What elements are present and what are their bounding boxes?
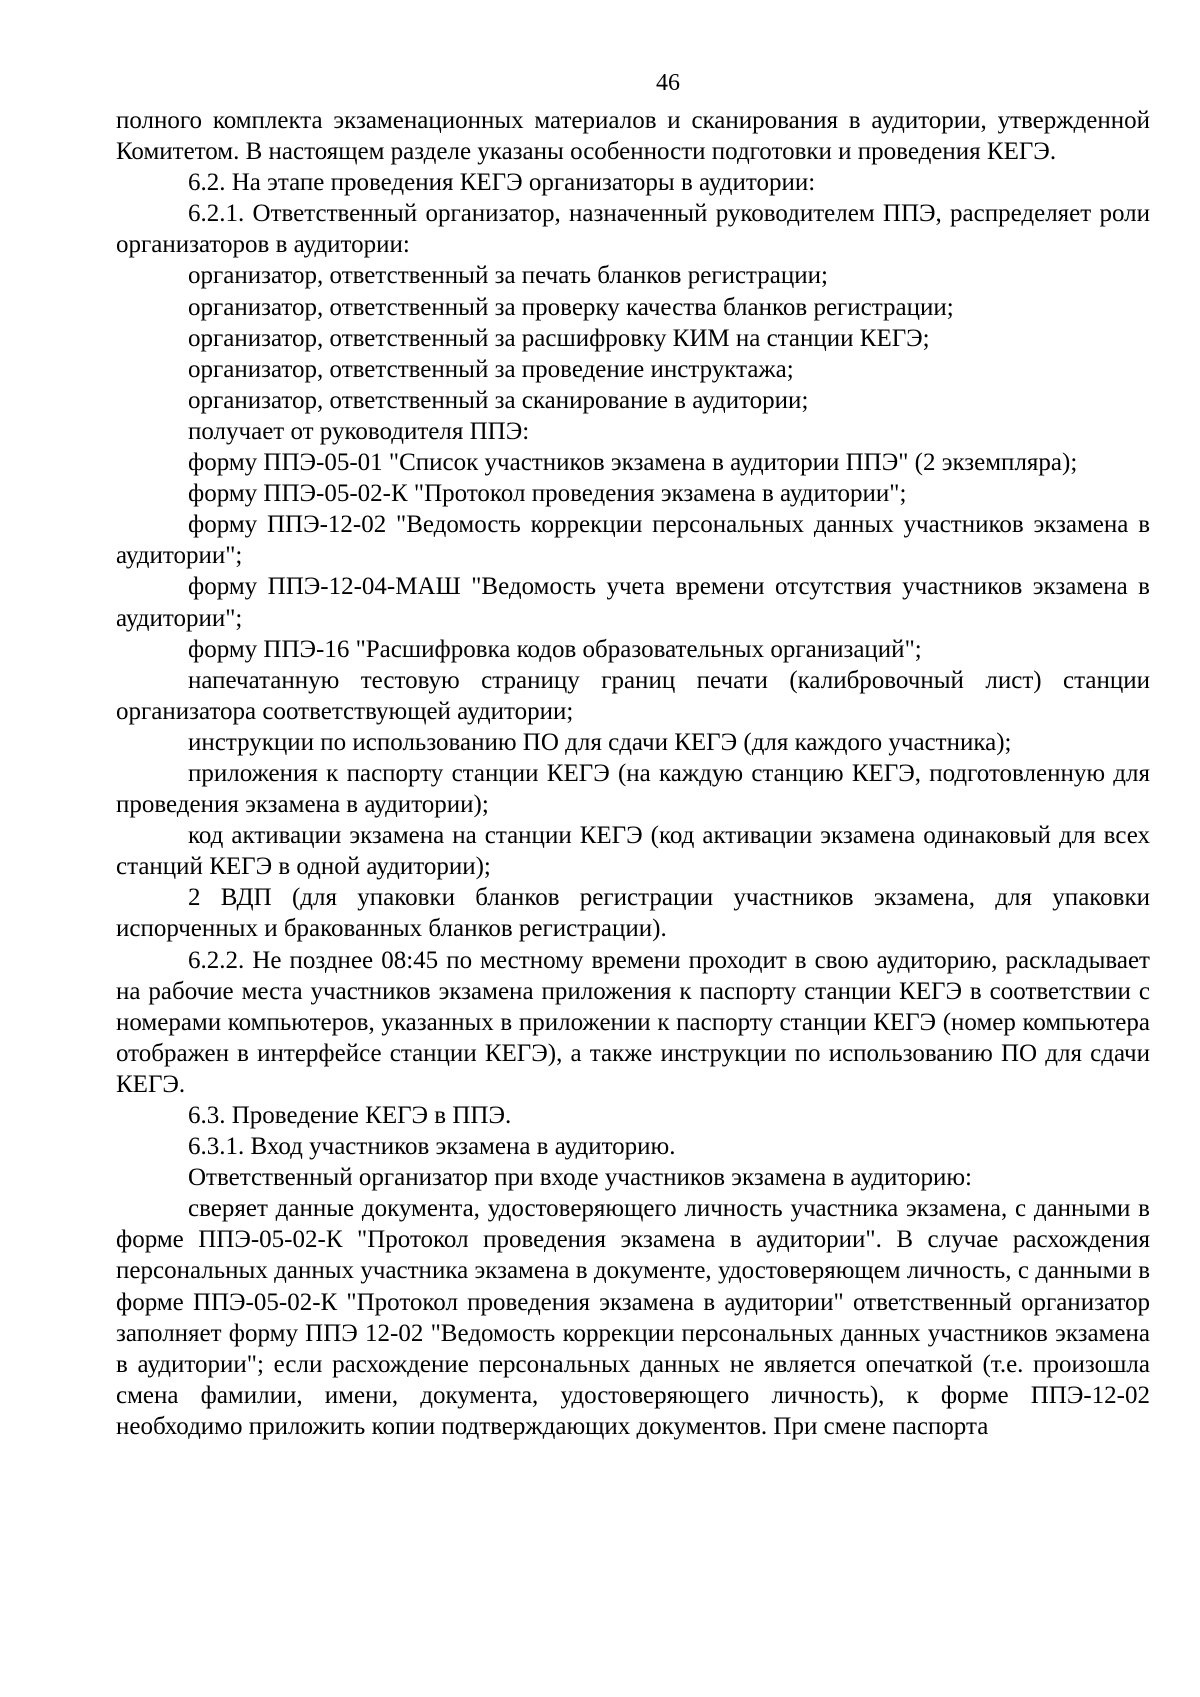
paragraph: получает от руководителя ППЭ: [188, 417, 530, 445]
paragraph: 6.2.2. Не позднее 08:45 по местному времени проходит в свою аудиторию, раскладывает на рабочие места участников экзамена приложения к паспорту станции КЕГЭ в соответствии с номерами компьютеров, указанных в приложении к паспорту станции КЕГЭ (номер компьютера отображен в интерфейсе станции КЕГЭ), а также инструкции по использованию ПО для сдачи КЕГЭ. [116, 946, 1150, 1098]
paragraph: 2 ВДП (для упаковки бланков регистрации участников экзамена, для упаковки испорченных и бракованных бланков регистрации). [116, 884, 1150, 943]
paragraph: Ответственный организатор при входе участников экзамена в аудиторию: [188, 1164, 972, 1192]
paragraph: форму ППЭ-16 "Расшифровка кодов образовательных организаций"; [188, 635, 922, 663]
paragraph: организатор, ответственный за проведение инструктажа; [188, 355, 794, 383]
paragraph: полного комплекта экзаменационных материалов и сканирования в аудитории, утвержденной Комитетом. В настоящем разделе указаны особенности подготовки и проведения КЕГЭ. [116, 107, 1150, 166]
paragraph: приложения к паспорту станции КЕГЭ (на каждую станцию КЕГЭ, подготовленную для проведения экзамена в аудитории); [116, 759, 1150, 819]
document-body [116, 105, 1150, 1442]
paragraph: форму ППЭ-05-02-К "Протокол проведения экзамена в аудитории"; [188, 480, 907, 508]
paragraph: 6.2. На этапе проведения КЕГЭ организаторы в аудитории: [188, 169, 816, 197]
paragraph: форму ППЭ-12-04-МАШ "Ведомость учета времени отсутствия участников экзамена в аудитории"; [116, 573, 1150, 632]
paragraph: организатор, ответственный за сканирование в аудитории; [188, 386, 809, 414]
paragraph: организатор, ответственный за проверку качества бланков регистрации; [188, 293, 954, 321]
paragraph: код активации экзамена на станции КЕГЭ (код активации экзамена одинаковый для всех станций КЕГЭ в одной аудитории); [116, 822, 1150, 881]
paragraph: форму ППЭ-12-02 "Ведомость коррекции персональных данных участников экзамена в аудитории"; [116, 511, 1150, 570]
paragraph: 6.2.1. Ответственный организатор, назначенный руководителем ППЭ, распределяет роли организаторов в аудитории: [116, 200, 1150, 259]
paragraph: организатор, ответственный за расшифровку КИМ на станции КЕГЭ; [188, 324, 930, 352]
paragraph: напечатанную тестовую страницу границ печати (калибровочный лист) станции организатора соответствующей аудитории; [116, 666, 1150, 725]
page-number: 46 [656, 70, 680, 96]
paragraph: сверяет данные документа, удостоверяющего личность участника экзамена, с данными в форме ППЭ-05-02-К "Протокол проведения экзамена в аудитории". В случае расхождения персональных данных участника экзамена в документе, удостоверяющем личность, с данными в форме ППЭ-05-02-К "Протокол проведения экзамена в аудитории" ответственный организатор заполняет форму ППЭ 12-02 "Ведомость коррекции персональных данных участников экзамена в аудитории"; если расхождение персональных данных не является опечаткой (т.е. произошла смена фамилии, имени, документа, удостоверяющего личность), к форме ППЭ-12-02 необходимо приложить копии подтверждающих документов. При смене паспорта [116, 1195, 1150, 1440]
paragraph: 6.3. Проведение КЕГЭ в ППЭ. [188, 1102, 512, 1129]
paragraph: форму ППЭ-05-01 "Список участников экзамена в аудитории ППЭ" (2 экземпляра); [188, 449, 1078, 477]
paragraph: 6.3.1. Вход участников экзамена в аудиторию. [188, 1133, 676, 1161]
paragraph: инструкции по использованию ПО для сдачи КЕГЭ (для каждого участника); [188, 728, 1012, 756]
paragraph: организатор, ответственный за печать бланков регистрации; [188, 262, 828, 290]
